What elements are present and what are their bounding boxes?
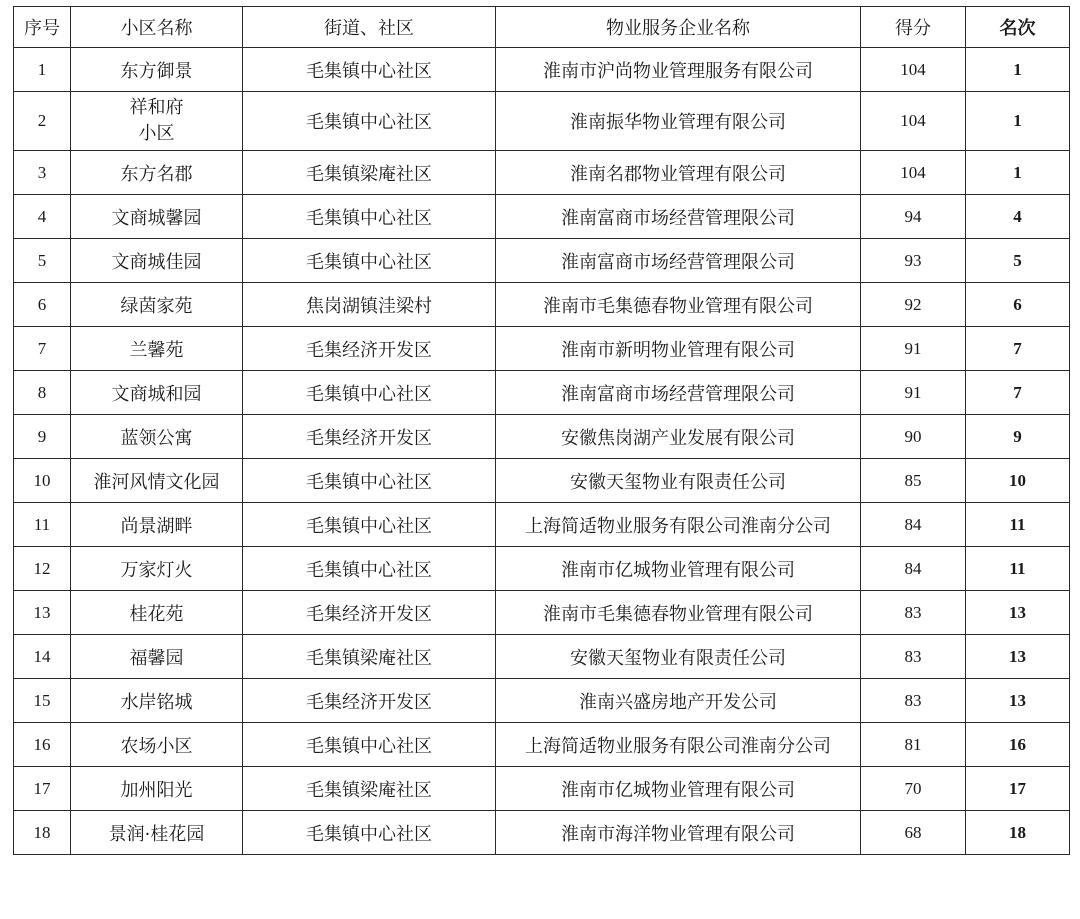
- table-row: [14, 459, 1070, 503]
- cell-street-community: 毛集镇中心社区: [243, 723, 496, 767]
- cell-company-name: 淮南兴盛房地产开发公司: [496, 679, 861, 723]
- ranking-table: [13, 6, 1070, 855]
- cell-serial-number: 13: [14, 591, 71, 635]
- table-row: [14, 591, 1070, 635]
- cell-street-community: 毛集经济开发区: [243, 591, 496, 635]
- cell-score: 94: [861, 195, 966, 239]
- cell-community-name: 景润·桂花园: [71, 811, 243, 855]
- header-score: 得分: [861, 7, 966, 48]
- cell-community-name: 东方名郡: [71, 151, 243, 195]
- cell-company-name: 上海简适物业服务有限公司淮南分公司: [496, 723, 861, 767]
- cell-community-name: 福馨园: [71, 635, 243, 679]
- cell-street-community: 毛集镇梁庵社区: [243, 635, 496, 679]
- cell-serial-number: 9: [14, 415, 71, 459]
- header-row: [14, 7, 1070, 48]
- cell-street-community: 毛集经济开发区: [243, 327, 496, 371]
- table-row: [14, 503, 1070, 547]
- cell-score: 83: [861, 591, 966, 635]
- cell-score: 70: [861, 767, 966, 811]
- cell-score: 93: [861, 239, 966, 283]
- cell-serial-number: 15: [14, 679, 71, 723]
- cell-company-name: 安徽天玺物业有限责任公司: [496, 635, 861, 679]
- cell-score: 92: [861, 283, 966, 327]
- header-rank: 名次: [966, 7, 1070, 48]
- cell-street-community: 毛集镇中心社区: [243, 547, 496, 591]
- cell-serial-number: 14: [14, 635, 71, 679]
- table-row: [14, 811, 1070, 855]
- cell-street-community: 毛集镇中心社区: [243, 48, 496, 92]
- cell-rank: 1: [966, 151, 1070, 195]
- cell-serial-number: 6: [14, 283, 71, 327]
- table-row: [14, 679, 1070, 723]
- cell-rank: 1: [966, 92, 1070, 151]
- cell-score: 91: [861, 371, 966, 415]
- cell-score: 104: [861, 151, 966, 195]
- cell-rank: 13: [966, 591, 1070, 635]
- cell-community-name: 淮河风情文化园: [71, 459, 243, 503]
- cell-community-name: 祥和府 小区: [71, 92, 243, 151]
- cell-serial-number: 8: [14, 371, 71, 415]
- cell-community-name: 兰馨苑: [71, 327, 243, 371]
- cell-company-name: 淮南市沪尚物业管理服务有限公司: [496, 48, 861, 92]
- table-row: [14, 283, 1070, 327]
- cell-rank: 16: [966, 723, 1070, 767]
- cell-company-name: 淮南富商市场经营管理限公司: [496, 195, 861, 239]
- cell-company-name: 淮南市毛集德春物业管理有限公司: [496, 283, 861, 327]
- table-row: [14, 415, 1070, 459]
- cell-score: 91: [861, 327, 966, 371]
- header-street-community: 街道、社区: [243, 7, 496, 48]
- cell-rank: 10: [966, 459, 1070, 503]
- cell-rank: 4: [966, 195, 1070, 239]
- cell-community-name: 尚景湖畔: [71, 503, 243, 547]
- cell-rank: 7: [966, 327, 1070, 371]
- cell-community-name: 加州阳光: [71, 767, 243, 811]
- cell-company-name: 安徽焦岗湖产业发展有限公司: [496, 415, 861, 459]
- cell-serial-number: 18: [14, 811, 71, 855]
- cell-serial-number: 10: [14, 459, 71, 503]
- cell-company-name: 安徽天玺物业有限责任公司: [496, 459, 861, 503]
- cell-street-community: 毛集镇中心社区: [243, 195, 496, 239]
- cell-community-name: 绿茵家苑: [71, 283, 243, 327]
- table-row: [14, 371, 1070, 415]
- cell-score: 90: [861, 415, 966, 459]
- cell-score: 83: [861, 635, 966, 679]
- cell-company-name: 淮南市毛集德春物业管理有限公司: [496, 591, 861, 635]
- cell-rank: 6: [966, 283, 1070, 327]
- cell-score: 104: [861, 92, 966, 151]
- cell-street-community: 毛集经济开发区: [243, 415, 496, 459]
- cell-rank: 13: [966, 635, 1070, 679]
- cell-serial-number: 16: [14, 723, 71, 767]
- cell-community-name: 文商城馨园: [71, 195, 243, 239]
- cell-serial-number: 3: [14, 151, 71, 195]
- cell-company-name: 淮南市亿城物业管理有限公司: [496, 767, 861, 811]
- table-body: [14, 48, 1070, 855]
- cell-community-name: 文商城和园: [71, 371, 243, 415]
- cell-rank: 7: [966, 371, 1070, 415]
- table-row: [14, 723, 1070, 767]
- cell-community-name: 水岸铭城: [71, 679, 243, 723]
- cell-community-name: 万家灯火: [71, 547, 243, 591]
- table-row: [14, 151, 1070, 195]
- cell-company-name: 淮南富商市场经营管理限公司: [496, 371, 861, 415]
- cell-company-name: 淮南振华物业管理有限公司: [496, 92, 861, 151]
- cell-serial-number: 7: [14, 327, 71, 371]
- cell-street-community: 毛集镇中心社区: [243, 459, 496, 503]
- cell-street-community: 毛集镇中心社区: [243, 371, 496, 415]
- cell-street-community: 毛集经济开发区: [243, 679, 496, 723]
- table-row: [14, 239, 1070, 283]
- cell-street-community: 毛集镇梁庵社区: [243, 767, 496, 811]
- cell-company-name: 淮南富商市场经营管理限公司: [496, 239, 861, 283]
- cell-serial-number: 4: [14, 195, 71, 239]
- cell-score: 104: [861, 48, 966, 92]
- cell-score: 68: [861, 811, 966, 855]
- cell-serial-number: 1: [14, 48, 71, 92]
- cell-serial-number: 17: [14, 767, 71, 811]
- cell-company-name: 淮南名郡物业管理有限公司: [496, 151, 861, 195]
- cell-community-name: 东方御景: [71, 48, 243, 92]
- cell-company-name: 淮南市亿城物业管理有限公司: [496, 547, 861, 591]
- cell-community-name: 桂花苑: [71, 591, 243, 635]
- cell-street-community: 焦岗湖镇洼梁村: [243, 283, 496, 327]
- cell-rank: 9: [966, 415, 1070, 459]
- cell-community-name: 蓝领公寓: [71, 415, 243, 459]
- cell-street-community: 毛集镇中心社区: [243, 503, 496, 547]
- cell-serial-number: 11: [14, 503, 71, 547]
- cell-rank: 18: [966, 811, 1070, 855]
- cell-company-name: 淮南市海洋物业管理有限公司: [496, 811, 861, 855]
- table-row: [14, 48, 1070, 92]
- cell-rank: 17: [966, 767, 1070, 811]
- cell-score: 85: [861, 459, 966, 503]
- cell-score: 83: [861, 679, 966, 723]
- cell-street-community: 毛集镇中心社区: [243, 811, 496, 855]
- cell-street-community: 毛集镇中心社区: [243, 239, 496, 283]
- cell-street-community: 毛集镇中心社区: [243, 92, 496, 151]
- table-row: [14, 92, 1070, 151]
- cell-score: 81: [861, 723, 966, 767]
- cell-company-name: 上海简适物业服务有限公司淮南分公司: [496, 503, 861, 547]
- cell-score: 84: [861, 503, 966, 547]
- cell-score: 84: [861, 547, 966, 591]
- header-serial-number: 序号: [14, 7, 71, 48]
- cell-rank: 5: [966, 239, 1070, 283]
- cell-community-name: 农场小区: [71, 723, 243, 767]
- header-company-name: 物业服务企业名称: [496, 7, 861, 48]
- cell-serial-number: 2: [14, 92, 71, 151]
- table-row: [14, 635, 1070, 679]
- table-row: [14, 767, 1070, 811]
- cell-company-name: 淮南市新明物业管理有限公司: [496, 327, 861, 371]
- cell-rank: 13: [966, 679, 1070, 723]
- cell-serial-number: 5: [14, 239, 71, 283]
- table-row: [14, 195, 1070, 239]
- cell-serial-number: 12: [14, 547, 71, 591]
- cell-rank: 1: [966, 48, 1070, 92]
- cell-community-name: 文商城佳园: [71, 239, 243, 283]
- header-community-name: 小区名称: [71, 7, 243, 48]
- cell-rank: 11: [966, 547, 1070, 591]
- cell-rank: 11: [966, 503, 1070, 547]
- table-row: [14, 327, 1070, 371]
- table-row: [14, 547, 1070, 591]
- cell-street-community: 毛集镇梁庵社区: [243, 151, 496, 195]
